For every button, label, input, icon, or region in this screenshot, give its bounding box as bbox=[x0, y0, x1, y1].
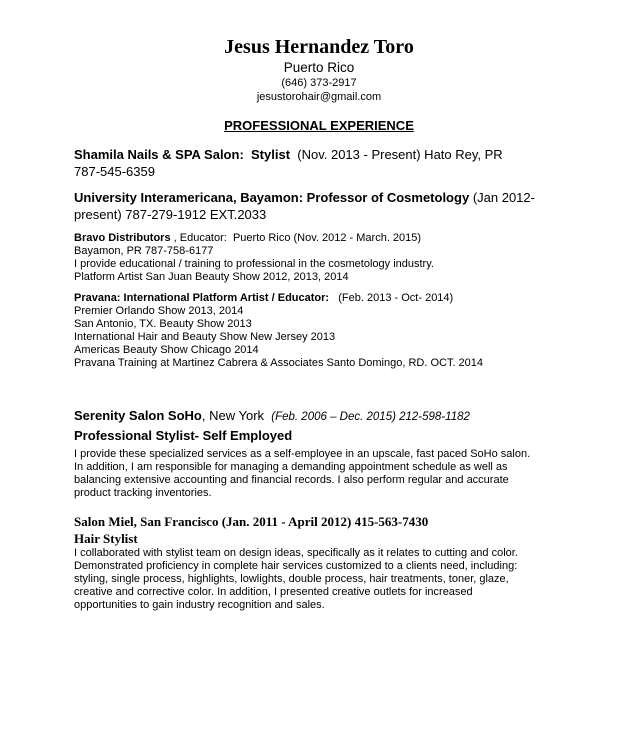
candidate-email: jesustorohair@gmail.com bbox=[256, 91, 382, 103]
bravo-line-3: I provide educational / training to professional in the cosmetology industry. bbox=[74, 258, 434, 270]
job-bravo bbox=[74, 232, 434, 284]
miel-line: creative and corrective color. In addition, I presented creative outlets for increased bbox=[74, 586, 473, 598]
pravana-line: International Hair and Beauty Show New Jersey 2013 bbox=[74, 331, 336, 343]
candidate-location: Puerto Rico bbox=[283, 60, 355, 75]
shamila-company: Shamila Nails & SPA Salon: bbox=[74, 147, 244, 162]
serenity-line: balancing extensive accounting and financial records. I also perform regular and accurate bbox=[74, 474, 509, 486]
candidate-name: Jesus Hernandez Toro bbox=[224, 36, 414, 58]
university-title: University Interamericana, Bayamon: Professor of Cosmetology bbox=[74, 190, 470, 205]
university-details-line1: (Jan 2012- bbox=[472, 190, 535, 205]
bravo-line-2: Bayamon, PR 787-758-6177 bbox=[74, 245, 214, 257]
serenity-line: product tracking inventories. bbox=[74, 487, 212, 499]
miel-title: Salon Miel, San Francisco (Jan. 2011 - April 2012) 415-563-7430 bbox=[74, 514, 429, 529]
miel-line: opportunities to gain industry recognition and sales. bbox=[74, 599, 325, 611]
pravana-line: Americas Beauty Show Chicago 2014 bbox=[74, 344, 259, 356]
serenity-dates: (Feb. 2006 – Dec. 2015) 212-598-1182 bbox=[271, 411, 470, 423]
bravo-company: Bravo Distributors bbox=[74, 232, 171, 244]
serenity-company: Serenity Salon SoHo bbox=[74, 408, 202, 423]
pravana-line: Pravana Training at Martinez Cabrera & Associates Santo Domingo, RD. OCT. 2014 bbox=[74, 357, 484, 369]
pravana-title: Pravana: International Platform Artist / Educator: bbox=[74, 292, 330, 304]
bravo-role: , Educator: bbox=[170, 232, 227, 244]
bravo-line-4: Platform Artist San Juan Beauty Show 2012, 2013, 2014 bbox=[74, 271, 349, 283]
shamila-phone: 787-545-6359 bbox=[74, 164, 155, 179]
miel-line: I collaborated with stylist team on design ideas, specifically as it relates to cutting and color. bbox=[74, 547, 518, 559]
job-serenity bbox=[74, 407, 530, 500]
section-title: PROFESSIONAL EXPERIENCE bbox=[224, 118, 414, 133]
miel-role: Hair Stylist bbox=[74, 531, 138, 546]
serenity-role: Professional Stylist- Self Employed bbox=[74, 428, 293, 443]
shamila-role: Stylist bbox=[251, 147, 291, 162]
pravana-dates: (Feb. 2013 - Oct- 2014) bbox=[338, 292, 454, 304]
serenity-location: , New York bbox=[201, 408, 265, 423]
shamila-details: (Nov. 2013 - Present) Hato Rey, PR bbox=[297, 147, 503, 162]
bravo-details: Puerto Rico (Nov. 2012 - March. 2015) bbox=[232, 232, 422, 244]
candidate-phone: (646) 373-2917 bbox=[281, 77, 357, 89]
university-details-line2: present) 787-279-1912 EXT.2033 bbox=[74, 207, 267, 222]
pravana-line: San Antonio, TX. Beauty Show 2013 bbox=[74, 318, 252, 330]
job-university bbox=[74, 189, 535, 223]
miel-line: styling, single process, highlights, lowlights, double process, hair treatments, toner, glaze, bbox=[74, 573, 509, 585]
job-salon-miel bbox=[74, 513, 518, 612]
serenity-line: In addition, I am responsible for managing a demanding appointment schedule as well as bbox=[74, 461, 508, 473]
miel-line: Demonstrated proficiency in complete hair services customized to a clients need, including: bbox=[74, 560, 518, 572]
job-shamila bbox=[74, 146, 503, 180]
job-pravana bbox=[74, 292, 483, 370]
serenity-line: I provide these specialized services as a self-employee in an upscale, fast paced SoHo salon. bbox=[74, 448, 531, 460]
pravana-line: Premier Orlando Show 2013, 2014 bbox=[74, 305, 244, 317]
